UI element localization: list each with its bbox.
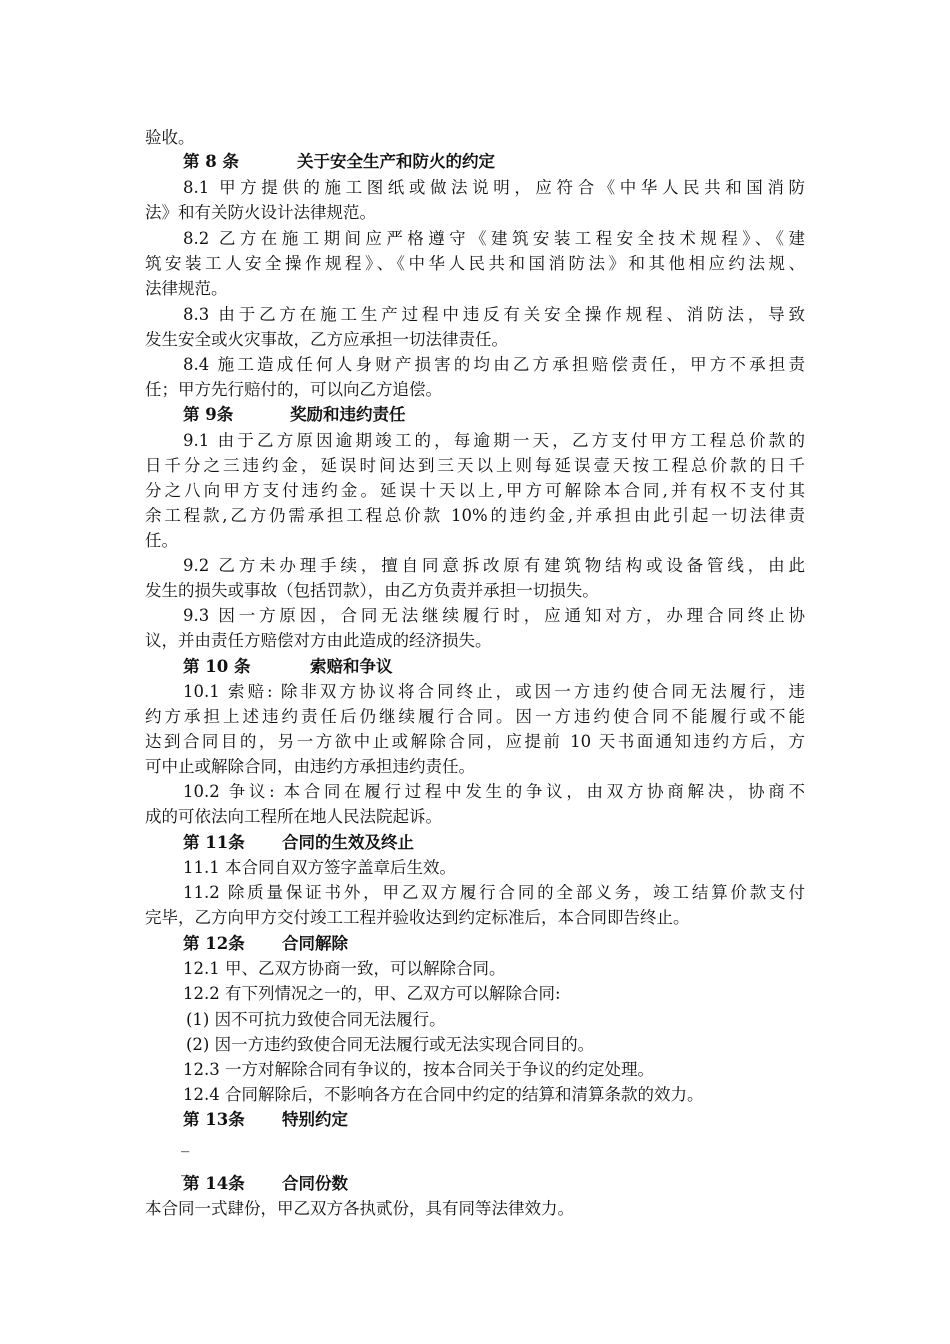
- article-10-number: 第 10 条: [183, 657, 251, 676]
- article-8-title: 关于安全生产和防火的约定: [297, 152, 495, 171]
- article-12-title: 合同解除: [282, 934, 348, 953]
- paragraph-line: 余工程款,乙方仍需承担工程总价款 10%的违约金,并承担由此引起一切法律责: [145, 506, 805, 525]
- paragraph-line: 12.3 一方对解除合同有争议的，按本合同关于争议的约定处理。: [183, 1060, 654, 1079]
- paragraph-line: 法》和有关防火设计法律规范。: [145, 203, 376, 222]
- paragraph-line: 8.2 乙方在施工期间应严格遵守《建筑安装工程安全技术规程》、《建: [183, 229, 805, 248]
- paragraph-line: 可中止或解除合同，由违约方承担违约责任。: [145, 757, 475, 776]
- paragraph-line: 10.2 争议: 本合同在履行过程中发生的争议，由双方协商解决，协商不: [183, 782, 805, 801]
- paragraph-line: 11.1 本合同自双方签字盖章后生效。: [183, 858, 456, 877]
- paragraph-line: 9.3 因一方原因，合同无法继续履行时，应通知对方，办理合同终止协: [183, 606, 805, 625]
- paragraph-line: 发生安全或火灾事故，乙方应承担一切法律责任。: [145, 330, 508, 349]
- article-14-title: 合同份数: [282, 1174, 348, 1193]
- article-13-title: 特别约定: [282, 1110, 348, 1129]
- paragraph-line: 日千分之三违约金，延误时间达到三天以上则每延误壹天按工程总价款的日千: [145, 456, 805, 475]
- paragraph-line: 法律规范。: [145, 279, 228, 298]
- article-13-number: 第 13条: [183, 1110, 245, 1129]
- article-12-number: 第 12条: [183, 934, 245, 953]
- paragraph-line: 12.4 合同解除后，不影响各方在合同中约定的结算和清算条款的效力。: [183, 1085, 704, 1104]
- paragraph-line: 筑安装工人安全操作规程》、《中华人民共和国消防法》和其他相应约法规、: [145, 254, 805, 273]
- list-item: (2) 因一方违约致使合同无法履行或无法实现合同目的。: [186, 1035, 595, 1054]
- paragraph-line: 11.2 除质量保证书外，甲乙双方履行合同的全部义务，竣工结算价款支付: [183, 883, 805, 902]
- paragraph-line: 9.1 由于乙方原因逾期竣工的，每逾期一天，乙方支付甲方工程总价款的: [183, 431, 805, 450]
- paragraph-line: 8.1 甲方提供的施工图纸或做法说明，应符合《中华人民共和国消防: [183, 178, 805, 197]
- list-item: (1) 因不可抗力致使合同无法履行。: [186, 1010, 446, 1029]
- article-8-number: 第 8 条: [183, 152, 239, 171]
- paragraph-line: 发生的损失或事故（包括罚款），由乙方负责并承担一切损失。: [145, 581, 599, 600]
- paragraph-line: 12.2 有下列情况之一的，甲、乙双方可以解除合同:: [183, 984, 561, 1003]
- article-14-number: 第 14条: [183, 1174, 245, 1193]
- blank-underline: _: [181, 1133, 190, 1152]
- paragraph-line: 验收。: [145, 128, 195, 147]
- paragraph-line: 达到合同目的，另一方欲中止或解除合同，应提前 10 天书面通知违约方后，方: [145, 732, 805, 751]
- paragraph-line: 8.4 施工造成任何人身财产损害的均由乙方承担赔偿责任，甲方不承担责: [183, 355, 805, 374]
- article-9-title: 奖励和违约责任: [290, 405, 406, 424]
- paragraph-line: 8.3 由于乙方在施工生产过程中违反有关安全操作规程、消防法，导致: [183, 305, 805, 324]
- paragraph-line: 9.2 乙方未办理手续，擅自同意拆改原有建筑物结构或设备管线，由此: [183, 556, 805, 575]
- paragraph-line: 议，并由责任方赔偿对方由此造成的经济损失。: [145, 631, 492, 650]
- article-10-title: 索赔和争议: [310, 657, 393, 676]
- article-9-number: 第 9条: [183, 405, 234, 424]
- paragraph-line: 约方承担上述违约责任后仍继续履行合同。因一方违约使合同不能履行或不能: [145, 707, 805, 726]
- paragraph-line: 10.1 索赔: 除非双方协议将合同终止，或因一方违约使合同无法履行，违: [183, 682, 805, 701]
- paragraph-line: 任；甲方先行赔付的，可以向乙方追偿。: [145, 380, 442, 399]
- paragraph-line: 成的可依法向工程所在地人民法院起诉。: [145, 807, 442, 826]
- paragraph-line: 本合同一式肆份，甲乙双方各执贰份，具有同等法律效力。: [145, 1199, 574, 1218]
- article-11-number: 第 11条: [183, 833, 245, 852]
- paragraph-line: 12.1 甲、乙双方协商一致，可以解除合同。: [183, 959, 506, 978]
- paragraph-line: 完毕，乙方向甲方交付竣工工程并验收达到约定标准后，本合同即告终止。: [145, 908, 690, 927]
- paragraph-line: 分之八向甲方支付违约金。延误十天以上,甲方可解除本合同,并有权不支付其: [145, 481, 805, 500]
- paragraph-line: 任。: [145, 531, 178, 550]
- blank-underline: _: [181, 1157, 190, 1176]
- article-11-title: 合同的生效及终止: [282, 833, 414, 852]
